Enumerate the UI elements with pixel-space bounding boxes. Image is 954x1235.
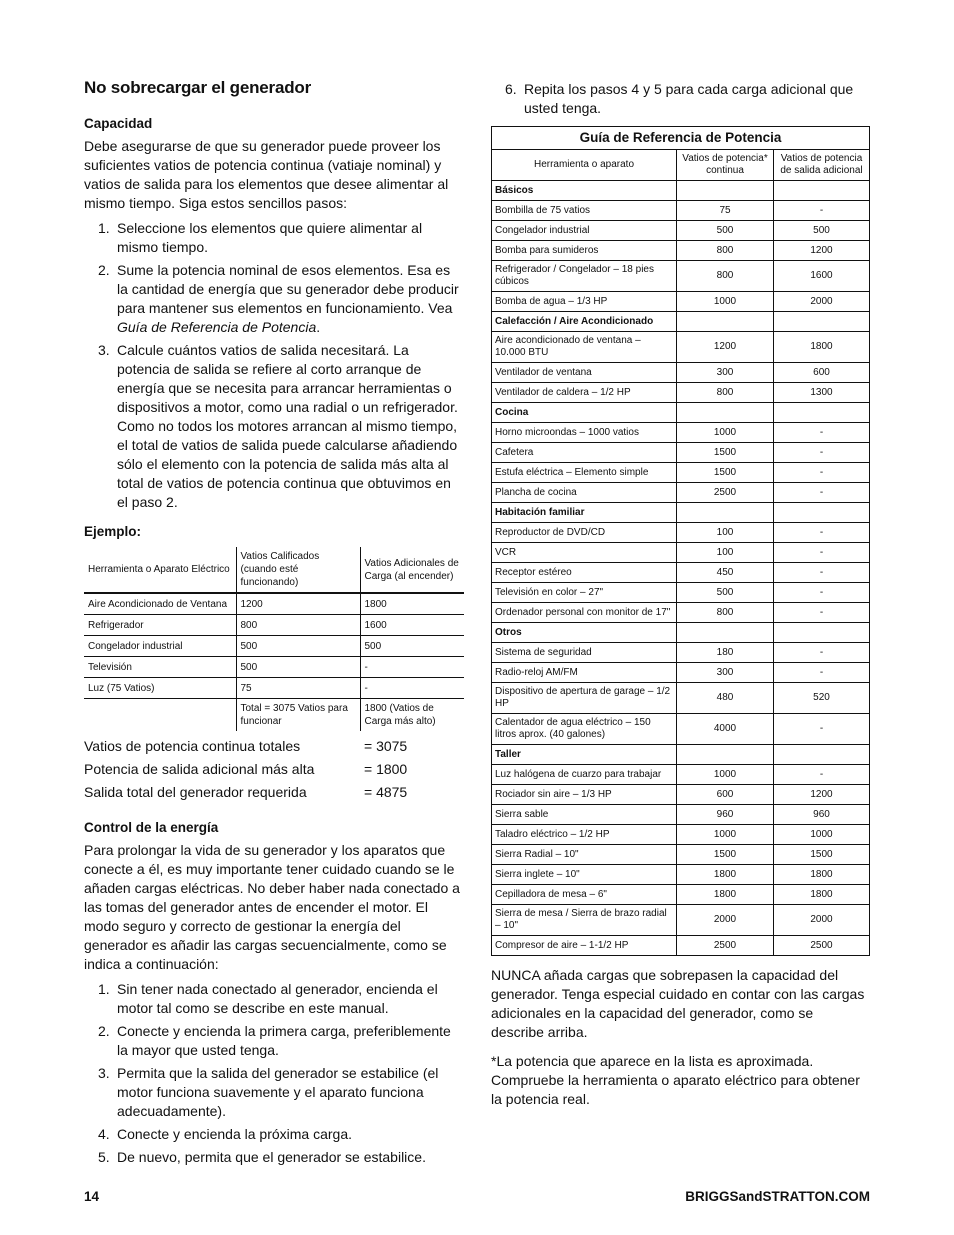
appliance-name: Estufa eléctrica – Elemento simple: [492, 463, 677, 483]
table-row: Luz (75 Vatios) 75 -: [84, 678, 464, 699]
step-item: 2. Sume la potencia nominal de esos elementos. Esa es la cantidad de energía que su generador debe producir para mantener sus elementos en funcionamiento. Vea Guía de Referencia de Potencia.: [98, 262, 459, 335]
table-row: [492, 905, 870, 936]
table-row: [492, 201, 870, 221]
starting-watts: 1500: [774, 845, 870, 865]
table-row: [492, 463, 870, 483]
appliance-name: VCR: [492, 543, 677, 563]
table-row: [492, 603, 870, 623]
running-watts: 960: [677, 805, 774, 825]
table-row: Aire Acondicionado de Ventana 1200 1800: [84, 593, 464, 615]
running-watts: 1200: [677, 332, 774, 363]
appliance-name: Ventilador de caldera – 1/2 HP: [492, 383, 677, 403]
category-name: Básicos: [492, 181, 677, 201]
table-row: [492, 563, 870, 583]
running-watts: [677, 503, 774, 523]
running-watts: 2500: [677, 936, 774, 956]
running-watts: 1500: [677, 463, 774, 483]
running-watts: 1800: [677, 865, 774, 885]
table-row: [492, 523, 870, 543]
running-watts: 1800: [677, 885, 774, 905]
starting-watts: 1800: [774, 332, 870, 363]
table-row: [492, 683, 870, 714]
appliance-name: Calentador de agua eléctrico – 150 litros aprox. (40 galones): [492, 714, 677, 745]
table-row: [492, 765, 870, 785]
category-name: Cocina: [492, 403, 677, 423]
starting-watts: 1000: [774, 825, 870, 845]
running-watts: 1000: [677, 765, 774, 785]
starting-watts: -: [774, 443, 870, 463]
table-row: [492, 443, 870, 463]
running-watts: 1000: [677, 825, 774, 845]
appliance-name: Rociador sin aire – 1/3 HP: [492, 785, 677, 805]
running-watts: 1000: [677, 423, 774, 443]
running-watts: 800: [677, 383, 774, 403]
category-row: [492, 623, 870, 643]
appliance-name: Bomba para sumideros: [492, 241, 677, 261]
starting-watts: 1200: [774, 785, 870, 805]
table-row: [492, 785, 870, 805]
table-row: [492, 825, 870, 845]
running-watts: 600: [677, 785, 774, 805]
power-reference-table: [491, 126, 870, 956]
running-watts: 2000: [677, 905, 774, 936]
table-row: [492, 543, 870, 563]
appliance-name: Reproductor de DVD/CD: [492, 523, 677, 543]
category-row: [492, 403, 870, 423]
capacidad-intro: Debe asegurarse de que su generador puede proveer los suficientes vatios de potencia continua (vatiaje nominal) y vatios de salida para los elementos que desee alimentar al mismo tiempo. Siga estos sencillos pasos:: [84, 138, 449, 211]
category-name: Calefacción / Aire Acondicionado: [492, 312, 677, 332]
starting-watts: -: [774, 463, 870, 483]
table-header-row: Herramienta o aparato Vatios de potencia* continua Vatios de potencia de salida adicional: [492, 150, 870, 181]
running-watts: 2500: [677, 483, 774, 503]
table-row: [492, 363, 870, 383]
right-column: [491, 80, 870, 1115]
control-intro: Para prolongar la vida de su generador y los aparatos que conecte a él, es muy importante tener cuidado cuando se le añaden cargas eléctricas. No deber haber nada conectado a las tomas del generador antes de encender el motor. El modo seguro y correcto de gestionar la energía del generador es añadir las cargas secuencialmente, como se indica a continuación:: [84, 842, 460, 972]
appliance-name: Ventilador de ventana: [492, 363, 677, 383]
appliance-name: Sistema de seguridad: [492, 643, 677, 663]
table-row: [492, 805, 870, 825]
control-heading: Control de la energía: [84, 820, 219, 835]
appliance-name: Ordenador personal con monitor de 17": [492, 603, 677, 623]
starting-watts: [774, 503, 870, 523]
capacidad-steps: [84, 219, 462, 512]
starting-watts: -: [774, 483, 870, 503]
table-header-row: Herramienta o Aparato Eléctrico Vatios Calificados (cuando esté funcionando) Vatios Adicionales de Carga (al encender): [84, 547, 464, 593]
starting-watts: 960: [774, 805, 870, 825]
page-number: 14: [84, 1189, 100, 1204]
starting-watts: 2000: [774, 905, 870, 936]
starting-watts: -: [774, 563, 870, 583]
starting-watts: -: [774, 201, 870, 221]
starting-watts: 1800: [774, 865, 870, 885]
running-watts: 75: [677, 201, 774, 221]
starting-watts: 520: [774, 683, 870, 714]
starting-watts: -: [774, 643, 870, 663]
appliance-name: Taladro eléctrico – 1/2 HP: [492, 825, 677, 845]
table-row: [492, 423, 870, 443]
table-row: [492, 643, 870, 663]
summary-line: Potencia de salida adicional más alta = 1800: [84, 761, 408, 777]
running-watts: [677, 403, 774, 423]
running-watts: 300: [677, 363, 774, 383]
category-name: Taller: [492, 745, 677, 765]
table-row: [492, 332, 870, 363]
running-watts: 480: [677, 683, 774, 714]
table-row: [492, 865, 870, 885]
starting-watts: [774, 312, 870, 332]
starting-watts: -: [774, 603, 870, 623]
starting-watts: 500: [774, 221, 870, 241]
table-row: [492, 663, 870, 683]
appliance-name: Aire acondicionado de ventana – 10.000 BTU: [492, 332, 677, 363]
left-column: [84, 78, 462, 1175]
appliance-name: Bombilla de 75 vatios: [492, 201, 677, 221]
starting-watts: 600: [774, 363, 870, 383]
table-row: Televisión 500 -: [84, 657, 464, 678]
appliance-name: Sierra inglete – 10": [492, 865, 677, 885]
starting-watts: [774, 403, 870, 423]
category-row: [492, 503, 870, 523]
category-name: Habitación familiar: [492, 503, 677, 523]
running-watts: [677, 181, 774, 201]
running-watts: [677, 312, 774, 332]
starting-watts: 1800: [774, 885, 870, 905]
running-watts: 100: [677, 543, 774, 563]
table-body: [492, 181, 870, 956]
table-row: Refrigerador 800 1600: [84, 615, 464, 636]
appliance-name: Luz halógena de cuarzo para trabajar: [492, 765, 677, 785]
step-item: 4. Conecte y encienda la próxima carga.: [98, 1126, 353, 1142]
running-watts: [677, 745, 774, 765]
category-name: Otros: [492, 623, 677, 643]
starting-watts: 1300: [774, 383, 870, 403]
step-item: 1. Seleccione los elementos que quiere alimentar al mismo tiempo.: [98, 220, 423, 255]
appliance-name: Refrigerador / Congelador – 18 pies cúbicos: [492, 261, 677, 292]
capacidad-heading: Capacidad: [84, 116, 153, 131]
appliance-name: Receptor estéreo: [492, 563, 677, 583]
appliance-name: Sierra de mesa / Sierra de brazo radial – 10": [492, 905, 677, 936]
example-table: [84, 547, 464, 731]
category-row: [492, 745, 870, 765]
control-steps: [84, 980, 462, 1167]
appliance-name: Cepilladora de mesa – 6": [492, 885, 677, 905]
table-row: [492, 261, 870, 292]
appliance-name: Bomba de agua – 1/3 HP: [492, 292, 677, 312]
running-watts: 800: [677, 241, 774, 261]
starting-watts: 2500: [774, 936, 870, 956]
starting-watts: 1600: [774, 261, 870, 292]
starting-watts: [774, 181, 870, 201]
table-row: [492, 845, 870, 865]
table-row: [492, 885, 870, 905]
starting-watts: -: [774, 663, 870, 683]
section-title: No sobrecargar el generador: [84, 78, 312, 97]
step-item: 5. De nuevo, permita que el generador se estabilice.: [98, 1149, 426, 1165]
running-watts: 1000: [677, 292, 774, 312]
running-watts: 800: [677, 603, 774, 623]
table-row: [492, 221, 870, 241]
starting-watts: [774, 745, 870, 765]
footnote: *La potencia que aparece en la lista es aproximada. Compruebe la herramienta o aparato eléctrico para obtener la potencia real.: [491, 1053, 860, 1107]
table-title: Guía de Referencia de Potencia: [492, 127, 870, 150]
starting-watts: -: [774, 543, 870, 563]
appliance-name: Radio-reloj AM/FM: [492, 663, 677, 683]
summary-line: Salida total del generador requerida = 4875: [84, 784, 408, 800]
appliance-name: Sierra Radial – 10": [492, 845, 677, 865]
appliance-name: Congelador industrial: [492, 221, 677, 241]
appliance-name: Sierra sable: [492, 805, 677, 825]
running-watts: 450: [677, 563, 774, 583]
step-item: 3. Calcule cuántos vatios de salida necesitará. La potencia de salida se refiere al corto arranque de energía que se necesita para arrancar herramientas o dispositivos a motor, como una radial o un refrigerador. Como no todos los motores arrancan al mismo tiempo, el total de vatios de salida puede calcularse añadiendo sólo el elemento con la potencia de salida más alta al total de vatios de potencia continua que obtuvimos en el paso 2.: [98, 342, 458, 510]
table-row: [492, 241, 870, 261]
warning-text: NUNCA añada cargas que sobrepasen la capacidad del generador. Tenga especial cuidado en contar con las cargas adicionales en la capacidad del generador, como se describe arriba.: [491, 967, 865, 1040]
appliance-name: Compresor de aire – 1-1/2 HP: [492, 936, 677, 956]
running-watts: 180: [677, 643, 774, 663]
table-row: [492, 292, 870, 312]
website-url: BRIGGSandSTRATTON.COM: [685, 1189, 870, 1204]
running-watts: 300: [677, 663, 774, 683]
running-watts: 800: [677, 261, 774, 292]
category-row: [492, 312, 870, 332]
running-watts: [677, 623, 774, 643]
starting-watts: -: [774, 583, 870, 603]
step-item: 3. Permita que la salida del generador se estabilice (el motor funciona suavemente y el aparato funciona adecuadamente).: [98, 1065, 439, 1119]
table-row: [492, 714, 870, 745]
step-item: 6. Repita los pasos 4 y 5 para cada carga adicional que usted tenga.: [505, 81, 854, 116]
running-watts: 500: [677, 583, 774, 603]
appliance-name: Plancha de cocina: [492, 483, 677, 503]
table-row: [492, 383, 870, 403]
starting-watts: [774, 623, 870, 643]
appliance-name: Televisión en color – 27": [492, 583, 677, 603]
running-watts: 1500: [677, 845, 774, 865]
appliance-name: Horno microondas – 1000 vatios: [492, 423, 677, 443]
continuation-steps: [491, 80, 870, 118]
starting-watts: -: [774, 423, 870, 443]
starting-watts: -: [774, 765, 870, 785]
table-total-row: Total = 3075 Vatios para funcionar 1800 (Vatios de Carga más alto): [84, 699, 464, 732]
category-row: [492, 181, 870, 201]
table-row: [492, 936, 870, 956]
table-row: [492, 483, 870, 503]
step-item: 2. Conecte y encienda la primera carga, preferiblemente la mayor que usted tenga.: [98, 1023, 451, 1058]
guide-reference: Guía de Referencia de Potencia: [117, 319, 317, 335]
running-watts: 4000: [677, 714, 774, 745]
starting-watts: -: [774, 714, 870, 745]
ejemplo-heading: Ejemplo:: [84, 524, 142, 539]
running-watts: 500: [677, 221, 774, 241]
starting-watts: -: [774, 523, 870, 543]
summary-line: Vatios de potencia continua totales = 3075: [84, 738, 408, 754]
running-watts: 1500: [677, 443, 774, 463]
appliance-name: Cafetera: [492, 443, 677, 463]
appliance-name: Dispositivo de apertura de garage – 1/2 HP: [492, 683, 677, 714]
running-watts: 100: [677, 523, 774, 543]
starting-watts: 1200: [774, 241, 870, 261]
starting-watts: 2000: [774, 292, 870, 312]
step-item: 1. Sin tener nada conectado al generador, encienda el motor tal como se describe en este manual.: [98, 981, 438, 1016]
table-row: Congelador industrial 500 500: [84, 636, 464, 657]
table-row: [492, 583, 870, 603]
